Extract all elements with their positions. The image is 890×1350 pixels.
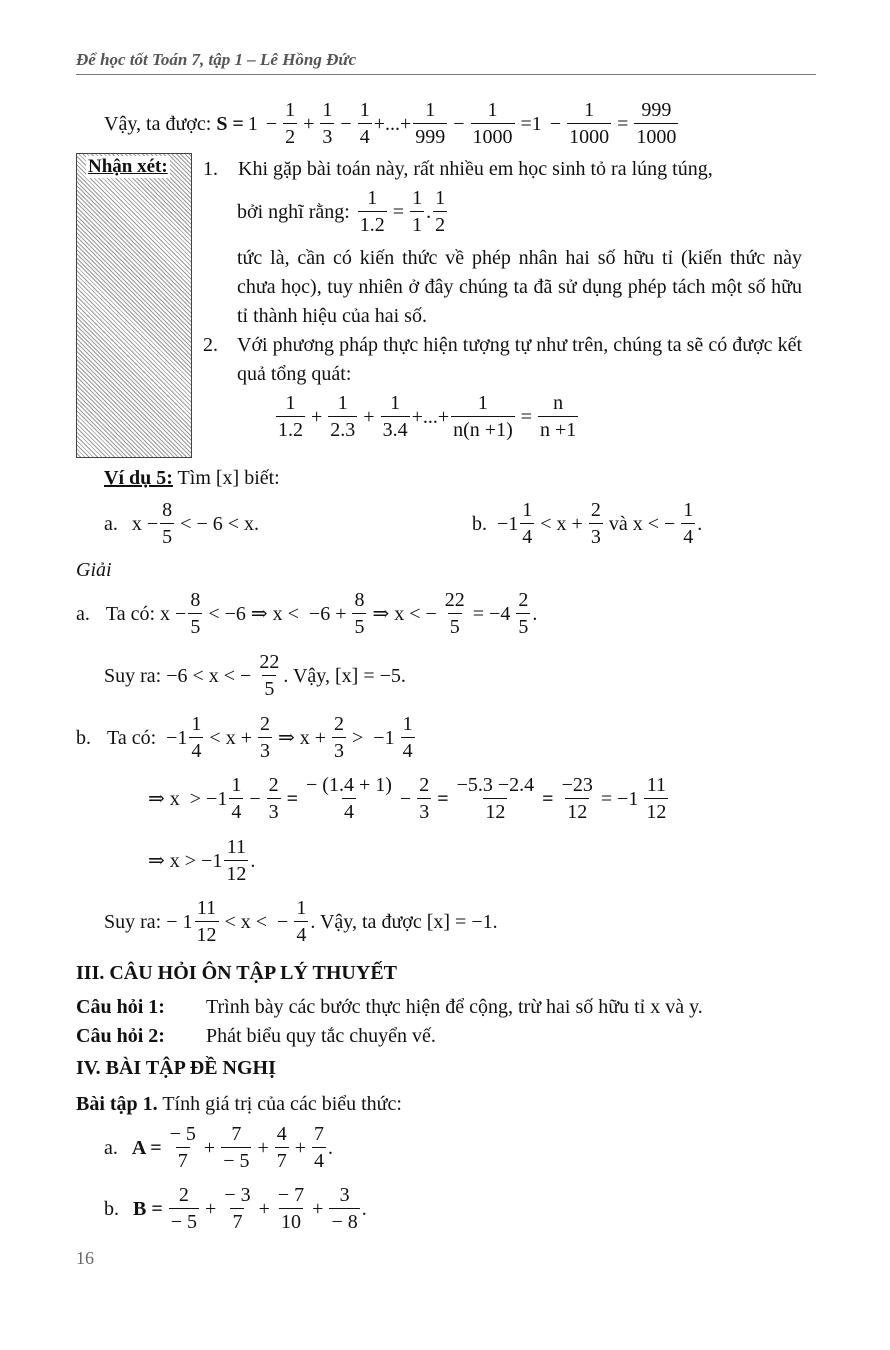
fraction — [169, 1185, 199, 1232]
remark-hatched-box — [76, 153, 192, 458]
denominator: 5 — [188, 613, 202, 637]
numerator: − 5 — [169, 1123, 196, 1145]
denominator: 12 — [224, 860, 248, 884]
question-1-text: Trình bày các bước thực hiện để cộng, trừ hai số hữu tỉ x và y. — [206, 996, 703, 1018]
fraction — [589, 500, 603, 547]
fraction — [358, 100, 372, 147]
numerator: 1 — [367, 187, 378, 209]
denominator: 1 — [410, 211, 424, 235]
fraction — [681, 500, 695, 547]
denominator: 12 — [644, 798, 668, 822]
solution-a-line2: Suy ra: −6 < x < − $\frac{22}{5}$ . Vậy, [x] = −5. — [104, 651, 406, 700]
denominator: 12 — [565, 798, 589, 822]
fraction — [381, 393, 410, 440]
remark-item2-text: Với phương pháp thực hiện tượng tự như trên, chúng ta sẽ có được kết quả tổng quát: — [237, 334, 802, 385]
denominator: 999 — [413, 123, 447, 147]
numerator: 1 — [487, 99, 498, 121]
denominator: 4 — [312, 1147, 326, 1171]
denominator: 1000 — [634, 123, 678, 147]
numerator: 2 — [419, 774, 430, 796]
fraction — [644, 775, 668, 822]
fraction — [188, 590, 202, 637]
numerator: 1 — [390, 392, 401, 414]
fraction — [451, 393, 515, 440]
numerator: 1 — [435, 187, 446, 209]
numerator: −5.3 −2.4 — [456, 774, 535, 796]
numerator: −23 — [561, 774, 593, 796]
general-formula: $\frac{1}{1.2}$ + $\frac{1}{2.3}$ + $\frac{1}{3.4}$ +...+ $\frac{1}{n(n +1)}$ = $\frac{n}{n +1}$ — [278, 392, 577, 441]
question-2-text: Phát biểu quy tắc chuyển vế. — [206, 1025, 436, 1047]
solution-a-line1: a. Ta có: x − $\frac{8}{5}$ < −6 ⇒ x < −6 + $\frac{8}{5}$ ⇒ x < − $\frac{22}{5}$ = −4 $\frac{2}{5}$ . — [76, 589, 538, 638]
numerator: 8 — [162, 499, 173, 521]
fraction — [413, 100, 447, 147]
numerator: 1 — [425, 99, 436, 121]
denominator: 1000 — [567, 123, 611, 147]
numerator: 2 — [518, 589, 529, 611]
denominator: 7 — [176, 1147, 190, 1171]
header-rule — [76, 74, 816, 75]
denominator: 12 — [195, 921, 219, 945]
denominator: 10 — [279, 1208, 303, 1232]
fraction — [634, 100, 678, 147]
denominator: 2 — [433, 211, 447, 235]
fraction — [443, 590, 467, 637]
numerator: 8 — [354, 589, 365, 611]
denominator: 3 — [332, 737, 346, 761]
numerator: 1 — [402, 713, 413, 735]
fraction — [312, 1124, 326, 1171]
denominator: n +1 — [538, 416, 578, 440]
numerator: − 3 — [224, 1184, 251, 1206]
page-number: 16 — [76, 1248, 94, 1268]
denominator: 7 — [230, 1208, 244, 1232]
fraction — [410, 188, 424, 235]
numerator: 8 — [190, 589, 201, 611]
denominator: 1.2 — [358, 211, 387, 235]
numerator: 2 — [590, 499, 601, 521]
numerator: 2 — [259, 713, 270, 735]
numerator: 3 — [339, 1184, 350, 1206]
fraction — [275, 1124, 289, 1171]
fraction — [332, 714, 346, 761]
solution-b-line3: ⇒ x > −1 $\frac{11}{12}$ . — [148, 836, 256, 885]
numerator: 1 — [191, 713, 202, 735]
question-2: Câu hỏi 2: — [76, 1025, 165, 1047]
sum-prefix: Vậy, ta được: — [104, 112, 217, 135]
sum-s-label: S = — [216, 112, 244, 135]
numerator: 1 — [477, 392, 488, 414]
numerator: 1 — [522, 499, 533, 521]
fraction — [195, 898, 219, 945]
denominator: 1.2 — [276, 416, 305, 440]
denominator: 12 — [483, 798, 507, 822]
fraction — [329, 1185, 359, 1232]
numerator: 1 — [412, 187, 423, 209]
example-label: Ví dụ 5: — [104, 467, 173, 489]
remark-item1-equation: bởi nghĩ rằng: $\frac{1}{1.2}$ = $\frac{1}{1}$ . $\frac{1}{2}$ — [237, 187, 446, 236]
denominator: 5 — [160, 523, 174, 547]
example-b: b. −1 $\frac{1}{4}$ < x + $\frac{2}{3}$ và x < − $\frac{1}{4}$ . — [472, 499, 703, 548]
denominator: 4 — [189, 737, 203, 761]
numerator: 22 — [259, 651, 280, 673]
fraction — [455, 775, 537, 822]
denominator: 1000 — [471, 123, 515, 147]
remark-item1-num: 1. — [203, 158, 218, 180]
numerator: 1 — [359, 99, 370, 121]
denominator: 4 — [520, 523, 534, 547]
example-5-heading: Ví dụ 5: Tìm [x] biết: — [104, 467, 280, 489]
fraction — [567, 100, 611, 147]
fraction — [352, 590, 366, 637]
fraction — [222, 1185, 252, 1232]
fraction — [328, 393, 357, 440]
solution-b-line1: b. Ta có: −1 $\frac{1}{4}$ < x + $\frac{2}{3}$ ⇒ x + $\frac{2}{3}$ > −1 $\frac{1}{4}$ — [76, 713, 413, 762]
fraction — [471, 100, 515, 147]
fraction — [516, 590, 530, 637]
denominator: 7 — [275, 1147, 289, 1171]
example-a: a. x − $\frac{8}{5}$ < − 6 < x. — [104, 499, 260, 548]
fraction — [538, 393, 578, 440]
denominator: − 8 — [329, 1208, 359, 1232]
solution-b-line2: ⇒ x > −1 $\frac{1}{4}$ − $\frac{2}{3}$ = $\frac{- (1.4 + 1)}{4}$ − $\frac{2}{3}$ = $\frac{-5.3 -2.4}{12}$ = $\frac{-23}{12}$ = −1 $\frac{11}{12}$ — [148, 774, 667, 823]
denominator: − 5 — [169, 1208, 199, 1232]
fraction — [560, 775, 595, 822]
section-4-title: IV. BÀI TẬP ĐỀ NGHỊ — [76, 1057, 276, 1079]
denominator: 3 — [267, 798, 281, 822]
denominator: 3.4 — [381, 416, 410, 440]
numerator: n — [553, 392, 564, 414]
denominator: 4 — [401, 737, 415, 761]
solution-heading: Giải — [76, 559, 112, 581]
denominator: 4 — [358, 123, 372, 147]
numerator: 1 — [296, 897, 307, 919]
numerator: 1 — [337, 392, 348, 414]
numerator: 1 — [231, 774, 242, 796]
fraction — [401, 714, 415, 761]
denominator: 4 — [681, 523, 695, 547]
sum-result-line: Vậy, ta được: S = 1 − $\frac{1}{2}$ + $\frac{1}{3}$ − $\frac{1}{4}$ +...+ $\frac{1}{999}$ − $\frac{1}{1000}$ =1 − $\frac{1}{1000}$ = $\frac{999}{1000}$ — [104, 99, 677, 148]
denominator: 3 — [417, 798, 431, 822]
numerator: 999 — [641, 99, 672, 121]
denominator: 3 — [258, 737, 272, 761]
fraction — [267, 775, 281, 822]
exercise-1-a: a. A = $\frac{- 5}{7}$ + $\frac{7}{- 5}$ + $\frac{4}{7}$ + $\frac{7}{4}$ . — [104, 1123, 334, 1172]
remark-label: Nhận xét: — [88, 156, 168, 177]
numerator: 1 — [285, 99, 296, 121]
fraction — [258, 714, 272, 761]
running-header: Để học tốt Toán 7, tập 1 – Lê Hồng Đức — [76, 50, 357, 69]
denominator: 5 — [448, 613, 462, 637]
fraction — [433, 188, 447, 235]
exercise-1-heading: Bài tập 1. Tính giá trị của các biểu thức: — [76, 1093, 402, 1115]
fraction — [283, 100, 297, 147]
numerator: − 7 — [277, 1184, 305, 1206]
numerator: 11 — [196, 897, 217, 919]
numerator: 1 — [285, 392, 296, 414]
denominator: n(n +1) — [451, 416, 515, 440]
numerator: 22 — [444, 589, 465, 611]
numerator: − (1.4 + 1) — [306, 774, 392, 796]
remark-item1-text: Khi gặp bài toán này, rất nhiều em học sinh tỏ ra lúng túng, — [238, 158, 713, 180]
numerator: 7 — [231, 1123, 242, 1145]
exercise-1-b: b. B = $\frac{2}{- 5}$ + $\frac{- 3}{7}$ + $\frac{- 7}{10}$ + $\frac{3}{- 8}$ . — [104, 1184, 367, 1233]
denominator: 4 — [342, 798, 356, 822]
fraction — [294, 898, 308, 945]
question-1: Câu hỏi 1: — [76, 996, 165, 1018]
numerator: 1 — [322, 99, 333, 121]
numerator: 11 — [226, 836, 246, 858]
fraction — [304, 775, 394, 822]
numerator: 11 — [646, 774, 667, 796]
denominator: 5 — [262, 675, 276, 699]
fraction — [160, 500, 174, 547]
fraction — [276, 393, 305, 440]
fraction — [257, 652, 281, 699]
numerator: 1 — [683, 499, 694, 521]
denominator: 5 — [352, 613, 366, 637]
numerator: 1 — [584, 99, 595, 121]
fraction — [276, 1185, 306, 1232]
denominator: 4 — [229, 798, 243, 822]
fraction — [417, 775, 431, 822]
denominator: 3 — [589, 523, 603, 547]
fraction — [168, 1124, 198, 1171]
fraction — [221, 1124, 251, 1171]
section-3-title: III. CÂU HỎI ÔN TẬP LÝ THUYẾT — [76, 962, 397, 984]
denominator: − 5 — [221, 1147, 251, 1171]
solution-b-line4: Suy ra: − 1 $\frac{11}{12}$ < x < − $\frac{1}{4}$ . Vậy, ta được [x] = −1. — [104, 897, 498, 946]
denominator: 2 — [283, 123, 297, 147]
fraction — [320, 100, 334, 147]
remark-item2-num: 2. — [203, 334, 218, 356]
denominator: 3 — [320, 123, 334, 147]
denominator: 2.3 — [328, 416, 357, 440]
fraction — [358, 188, 387, 235]
fraction — [520, 500, 534, 547]
fraction — [224, 837, 248, 884]
numerator: 7 — [314, 1123, 325, 1145]
numerator: 2 — [268, 774, 279, 796]
numerator: 2 — [178, 1184, 189, 1206]
remark-item1-continuation: tức là, cần có kiến thức về phép nhân hai số hữu tỉ (kiến thức này chưa học), tuy nhiên ở đây chúng ta đã sử dụng phép tách một số hữu tỉ thành hiệu của hai số. — [237, 247, 802, 327]
fraction — [189, 714, 203, 761]
numerator: 2 — [334, 713, 345, 735]
fraction — [229, 775, 243, 822]
denominator: 5 — [516, 613, 530, 637]
denominator: 4 — [294, 921, 308, 945]
numerator: 4 — [276, 1123, 287, 1145]
